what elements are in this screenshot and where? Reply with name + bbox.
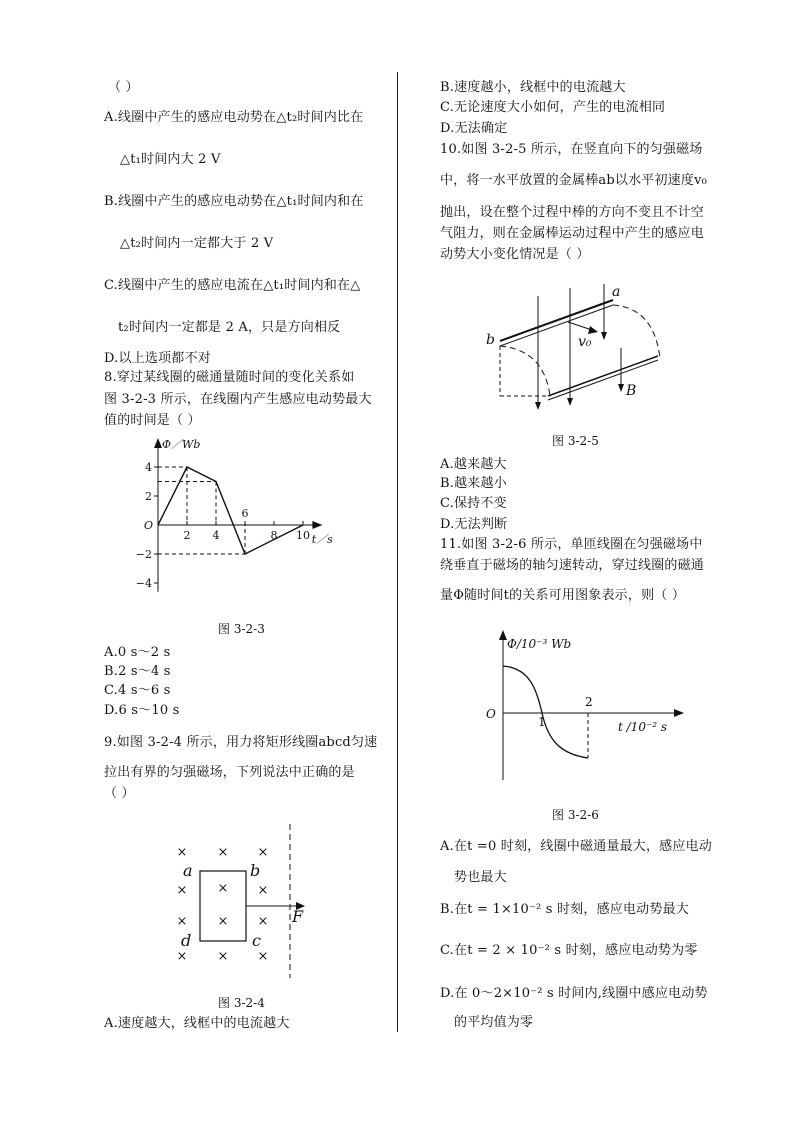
x-tick-label: 4 [212, 529, 220, 542]
label-c: c [252, 931, 261, 950]
field-mark: × [176, 949, 188, 964]
y-tick-label: 2 [145, 490, 152, 503]
x-tick-label: 2 [183, 529, 191, 542]
q10-option-d: D.无法判断 [440, 517, 508, 532]
q7-option-a-line2: △t₁时间内大 2 V [120, 152, 221, 167]
q8-option-d: D.6 s～10 s [104, 703, 180, 718]
q11-stem-line2: 绕垂直于磁场的轴匀速转动，穿过线圈的磁通 [440, 558, 705, 573]
q7-option-d: D.以上选项都不对 [104, 351, 211, 366]
field-mark: × [217, 914, 229, 929]
q11-stem-line3: 量Φ随时间t的关系可用图象表示，则（ ） [440, 588, 686, 603]
field-mark: × [217, 949, 229, 964]
q10-option-b: B.越来越小 [440, 476, 507, 491]
figure-3-2-5-caption: 图 3-2-5 [552, 434, 599, 448]
flux-line-series [158, 467, 303, 554]
figure-3-2-6-caption: 图 3-2-6 [552, 808, 599, 822]
rod-edge [500, 305, 613, 346]
field-arrow-head [535, 402, 541, 410]
x-tick-2: 2 [585, 695, 593, 709]
trajectory-b [500, 346, 550, 396]
y-tick-label: −2 [136, 548, 152, 561]
figure-3-2-4-diagram [168, 822, 318, 982]
field-mark: × [257, 914, 269, 929]
q9-stem-line2: 拉出有界的匀强磁场，下列说法中正确的是 [104, 765, 355, 780]
q8-stem-line1: 8.穿过某线圈的磁通量随时间的变化关系如 [104, 370, 355, 385]
x-axis-label: t／s [311, 533, 333, 546]
y-tick-label: −4 [136, 577, 152, 590]
x-tick-label: 10 [296, 529, 310, 542]
label-field-b: B [626, 383, 637, 399]
q10-option-a: A.越来越大 [440, 457, 507, 472]
figure-3-2-3-chart [136, 436, 350, 606]
field-arrow-head [618, 384, 624, 392]
figure-3-2-6-chart [478, 628, 698, 783]
label-v0: v₀ [578, 334, 592, 350]
q7-option-b-line1: B.线圈中产生的感应电动势在△t₁时间内和在 [104, 194, 364, 209]
q8-option-a: A.0 s～2 s [104, 645, 171, 660]
label-a: a [183, 861, 193, 880]
x-axis-arrow [674, 709, 684, 717]
label-force-f: F [292, 907, 304, 926]
label-b: b [250, 861, 261, 880]
q10-stem-line2: 中，将一水平放置的金属棒ab以水平初速度v₀ [440, 173, 708, 188]
field-mark: × [217, 845, 229, 860]
field-mark: × [217, 881, 229, 896]
velocity-arrow-head [588, 326, 598, 334]
label-d: d [181, 931, 192, 950]
field-mark: × [257, 883, 269, 898]
y-tick-label: 4 [145, 461, 152, 474]
q10-stem-line5: 动势大小变化情况是（ ） [440, 247, 590, 262]
q10-stem-line1: 10.如图 3-2-5 所示，在竖直向下的匀强磁场 [440, 142, 703, 157]
q7-option-b-line2: △t₂时间内一定都大于 2 V [120, 236, 274, 251]
origin-label: O [486, 707, 496, 721]
q10-stem-line3: 抛出，设在整个过程中棒的方向不变且不计空 [440, 205, 705, 220]
y-axis-label: Φ／Wb [162, 438, 201, 451]
field-arrow-head [601, 332, 607, 340]
q9-option-b: B.速度越小，线框中的电流越大 [440, 80, 626, 95]
y-axis-arrow [499, 630, 507, 640]
q7-option-a-line1: A.线圈中产生的感应电动势在△t₂时间内比在 [104, 110, 364, 125]
q11-option-c: C.在t = 2 × 10⁻² s 时刻，感应电动势为零 [440, 943, 698, 958]
figure-3-2-3-caption: 图 3-2-3 [218, 622, 265, 636]
flux-curve [503, 666, 588, 758]
figure-3-2-5-diagram [478, 278, 678, 418]
x-tick-1: 1 [538, 715, 546, 729]
figure-3-2-4-caption: 图 3-2-4 [218, 996, 265, 1010]
q10-stem-line4: 气阻力，则在金属棒运动过程中产生的感应电 [440, 226, 705, 241]
bottom-edge [548, 356, 658, 396]
field-mark: × [176, 845, 188, 860]
origin-label: O [144, 519, 154, 532]
y-axis-arrow [154, 438, 162, 448]
x-tick-label: 6 [241, 507, 249, 520]
q11-option-d-line1: D.在 0～2×10⁻² s 时间内,线圈中感应电动势 [440, 986, 708, 1001]
q9-stem-line1: 9.如图 3-2-4 所示，用力将矩形线圈abcd匀速 [104, 735, 378, 750]
y-axis-label: Φ/10⁻³ Wb [507, 637, 572, 651]
q10-option-c: C.保持不变 [440, 496, 507, 511]
q11-stem-line1: 11.如图 3-2-6 所示，单匝线圈在匀强磁场中 [440, 537, 703, 552]
x-tick-label: 8 [270, 529, 278, 542]
field-mark: × [176, 883, 188, 898]
q7-answer-paren: （ ） [108, 80, 139, 95]
metal-rod [500, 300, 613, 341]
field-mark: × [257, 845, 269, 860]
q8-stem-line2: 图 3-2-3 所示，在线圈内产生感应电动势最大 [104, 392, 372, 407]
q7-option-c-line2: t₂时间内一定都是 2 A，只是方向相反 [118, 320, 341, 335]
q7-option-c-line1: C.线圈中产生的感应电流在△t₁时间内和在△ [104, 278, 361, 293]
field-mark: × [176, 914, 188, 929]
q11-option-d-line2: 的平均值为零 [454, 1015, 534, 1030]
q11-option-a-line1: A.在t =0 时刻，线圈中磁通量最大，感应电动 [440, 839, 712, 854]
x-axis-label: t /10⁻² s [618, 720, 668, 734]
q9-option-c: C.无论速度大小如何，产生的电流相同 [440, 100, 666, 115]
field-arrow-head [567, 398, 573, 406]
q9-stem-line3: （ ） [104, 786, 135, 801]
label-a: a [612, 284, 621, 300]
label-b: b [486, 332, 495, 348]
q11-option-b: B.在t = 1×10⁻² s 时刻，感应电动势最大 [440, 902, 689, 917]
velocity-arrow [568, 322, 592, 330]
trajectory-a [613, 305, 660, 358]
q8-option-c: C.4 s～6 s [104, 683, 171, 698]
q11-option-a-line2: 势也最大 [454, 870, 507, 885]
column-divider [397, 72, 398, 1032]
field-mark: × [257, 949, 269, 964]
q9-option-a: A.速度越大，线框中的电流越大 [104, 1016, 290, 1031]
x-axis-arrow [312, 521, 322, 529]
q8-stem-line3: 值的时间是（ ） [104, 413, 201, 428]
q9-option-d: D.无法确定 [440, 121, 508, 136]
q8-option-b: B.2 s～4 s [104, 664, 171, 679]
bottom-edge-2 [548, 360, 658, 400]
